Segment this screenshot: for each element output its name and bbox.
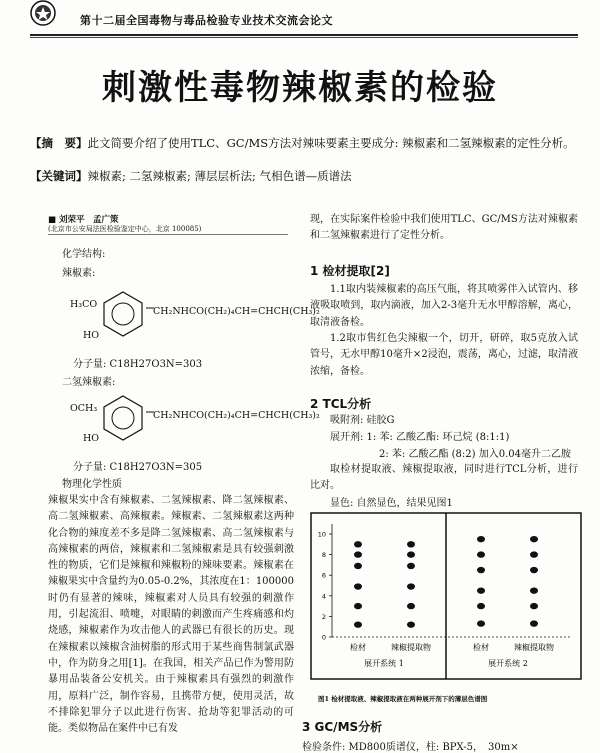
tlc-spot xyxy=(477,567,485,573)
abstract xyxy=(30,135,575,151)
keywords-text: 辣椒素; 二氢辣椒素; 薄层层析法; 气相色谱—质谱法 xyxy=(87,169,352,183)
tlc-spot xyxy=(477,536,485,542)
tlc-spot xyxy=(477,620,485,626)
capsaicin-chain: CH₂NHCO(CH₂)₄CH=CHCH(CH₃)₂ xyxy=(153,306,320,317)
group-label: 展开系统 1 xyxy=(364,659,404,668)
tlc-spot xyxy=(477,587,485,593)
tlc-spot xyxy=(354,583,362,589)
capsaicin-benzene-ring xyxy=(100,290,146,338)
header-text: 第十二届全国毒物与毒品检验专业技术交流会论文 xyxy=(80,14,333,27)
lane-label: 辣椒提取物 xyxy=(391,643,431,652)
tlc-spot xyxy=(407,621,415,627)
tlc-spot xyxy=(354,563,362,569)
section-1-heading: 1 检材提取[2] xyxy=(310,264,390,278)
y-tick-label: 8 xyxy=(321,551,326,560)
tlc-spot xyxy=(530,620,538,626)
affiliation: (北京市公安局法医检验鉴定中心，北京 100085) xyxy=(48,225,202,233)
emblem-logo xyxy=(30,0,56,26)
mw-capsaicin: 分子量: C18H27O3N=303 xyxy=(73,359,203,370)
tlc-spot xyxy=(477,603,485,609)
dihydro-label: 二氢辣椒素: xyxy=(62,377,116,388)
y-tick-label: 0 xyxy=(321,633,326,642)
tlc-spot xyxy=(407,563,415,569)
section-2-color: 显色: 自然显色，结果见图1 xyxy=(330,498,453,509)
dihydro-chain: CH₂NHCO(CH₂)₄CH=CHCH(CH₃)₂ xyxy=(153,410,320,421)
right-intro: 现，在实际案件检验中我们使用TLC、GC/MS方法对辣椒素和二氢辣椒素进行了定性分析。 xyxy=(310,214,578,242)
author-separator xyxy=(48,234,288,235)
left-body-paragraph: 辣椒果实中含有辣椒素、二氢辣椒素、降二氢辣椒素、高二氢辣椒素、高辣椒素。辣椒素、二氢辣椒素这两种化合物的辣度差不多是降二氢辣椒素、高二氢辣椒素与高辣椒素的两倍，辣椒素和二氢辣椒素是具有较强刺激性的物质，它们是辣椒和辣椒粉的辣味要素。辣椒素在辣椒果实中含量约为0.05-0.2%，其浓度在1：100000时仍有显著的辣味，辣椒素对人员具有较强的刺激作用，引起流泪、喷嚏，对眼睛的刺激而产生疼痛感和灼烧感，辣椒素作为攻击他人的武器已有很长的历史。现在辣椒素以辣椒含油树脂的形式用于某些商售制氯武器中，作为防身之用[1]。在我国，相关产品已作为警用防暴用品装备公安机关。由于辣椒素具有强烈的刺激作用，原料广泛，制作容易，且携带方便，使用灵活，故不排除犯罪分子以此进行伤害、抢劫等犯罪活动的可能。类似物品在案件中已有发 xyxy=(48,495,294,735)
group-label: 展开系统 2 xyxy=(488,659,528,668)
keywords xyxy=(30,168,575,184)
authors: ■ 刘荣平 孟广策 xyxy=(48,215,119,225)
header-rule-thin xyxy=(30,37,578,38)
section-2-plate: 吸附剂: 硅胶G xyxy=(330,415,395,426)
tlc-spot xyxy=(530,603,538,609)
section-2-solvent-2: 2: 苯: 乙酸乙酯 (8:2) 加入0.04毫升二乙胺 xyxy=(379,449,571,460)
y-tick-label: 10 xyxy=(317,530,326,539)
section-3-heading: 3 GC/MS分析 xyxy=(302,720,383,734)
keywords-label: 【关键词】 xyxy=(30,169,88,183)
tlc-spot xyxy=(407,551,415,557)
section-1-para-2: 1.2取市售红色尖辣椒一个，切开，研碎，取5克放入试管号，无水甲醇10毫升×2浸泡，震荡，离心，过滤，取清液浓缩，备检。 xyxy=(310,333,578,377)
capsaicin-hydroxy: HO xyxy=(83,330,100,341)
capsaicin-label: 辣椒素: xyxy=(62,268,96,279)
structure-label: 化学结构: xyxy=(62,249,106,260)
tlc-spot xyxy=(530,567,538,573)
props-label: 物理化学性质 xyxy=(62,479,122,490)
tlc-spot xyxy=(354,603,362,609)
dihydro-methoxy: OCH₃ xyxy=(70,403,98,414)
tlc-spot xyxy=(354,541,362,547)
header-rule xyxy=(30,34,578,36)
tlc-spot xyxy=(354,621,362,627)
section-3-line: 检验条件: MD800质谱仪，柱: BPX-5， 30m× xyxy=(302,742,519,753)
tlc-spot xyxy=(530,587,538,593)
dihydro-hydroxy: HO xyxy=(83,433,100,444)
lane-label: 检材 xyxy=(473,643,489,652)
tlc-spot xyxy=(407,583,415,589)
lane-label: 辣椒提取物 xyxy=(514,643,554,652)
section-2-procedure: 取检材提取液、辣椒提取液，同时进行TCL分析，进行比对。 xyxy=(310,464,578,492)
tlc-spot xyxy=(407,541,415,547)
tlc-spot xyxy=(530,536,538,542)
abstract-text: 此文简要介绍了使用TLC、GC/MS方法对辣味要素主要成分: 辣椒素和二氢辣椒素的定性分析。 xyxy=(87,136,575,150)
abstract-label: 【摘 要】 xyxy=(30,136,88,150)
tlc-spot xyxy=(354,551,362,557)
tlc-spot xyxy=(407,603,415,609)
section-1-para-1: 1.1取内装辣椒素的高压气瓶，将其喷雾伴入试管内、移液吸取喷到，取内滴液，加入2-3毫升无水甲醇溶解，离心，取清液备检。 xyxy=(310,284,578,328)
y-tick-label: 6 xyxy=(321,571,326,580)
mw-dihydro: 分子量: C18H27O3N=305 xyxy=(73,462,203,473)
tlc-spot xyxy=(477,551,485,557)
capsaicin-methoxy: H₃CO xyxy=(70,299,98,310)
chart-caption: 图1 检材提取液、辣椒提取液在两种展开剂下的薄层色谱图 xyxy=(318,695,488,703)
lane-label: 检材 xyxy=(350,643,366,652)
dihydro-benzene-ring xyxy=(100,394,146,442)
section-2-heading: 2 TCL分析 xyxy=(310,397,372,411)
tlc-chart xyxy=(310,512,582,680)
y-tick-label: 2 xyxy=(321,612,326,621)
paper-title: 刺激性毒物辣椒素的检验 xyxy=(102,68,498,108)
section-2-solvent-1: 展开剂: 1: 苯: 乙酸乙酯: 环己烷 (8:1:1) xyxy=(330,432,510,443)
y-tick-label: 4 xyxy=(321,592,326,601)
tlc-spot xyxy=(530,551,538,557)
